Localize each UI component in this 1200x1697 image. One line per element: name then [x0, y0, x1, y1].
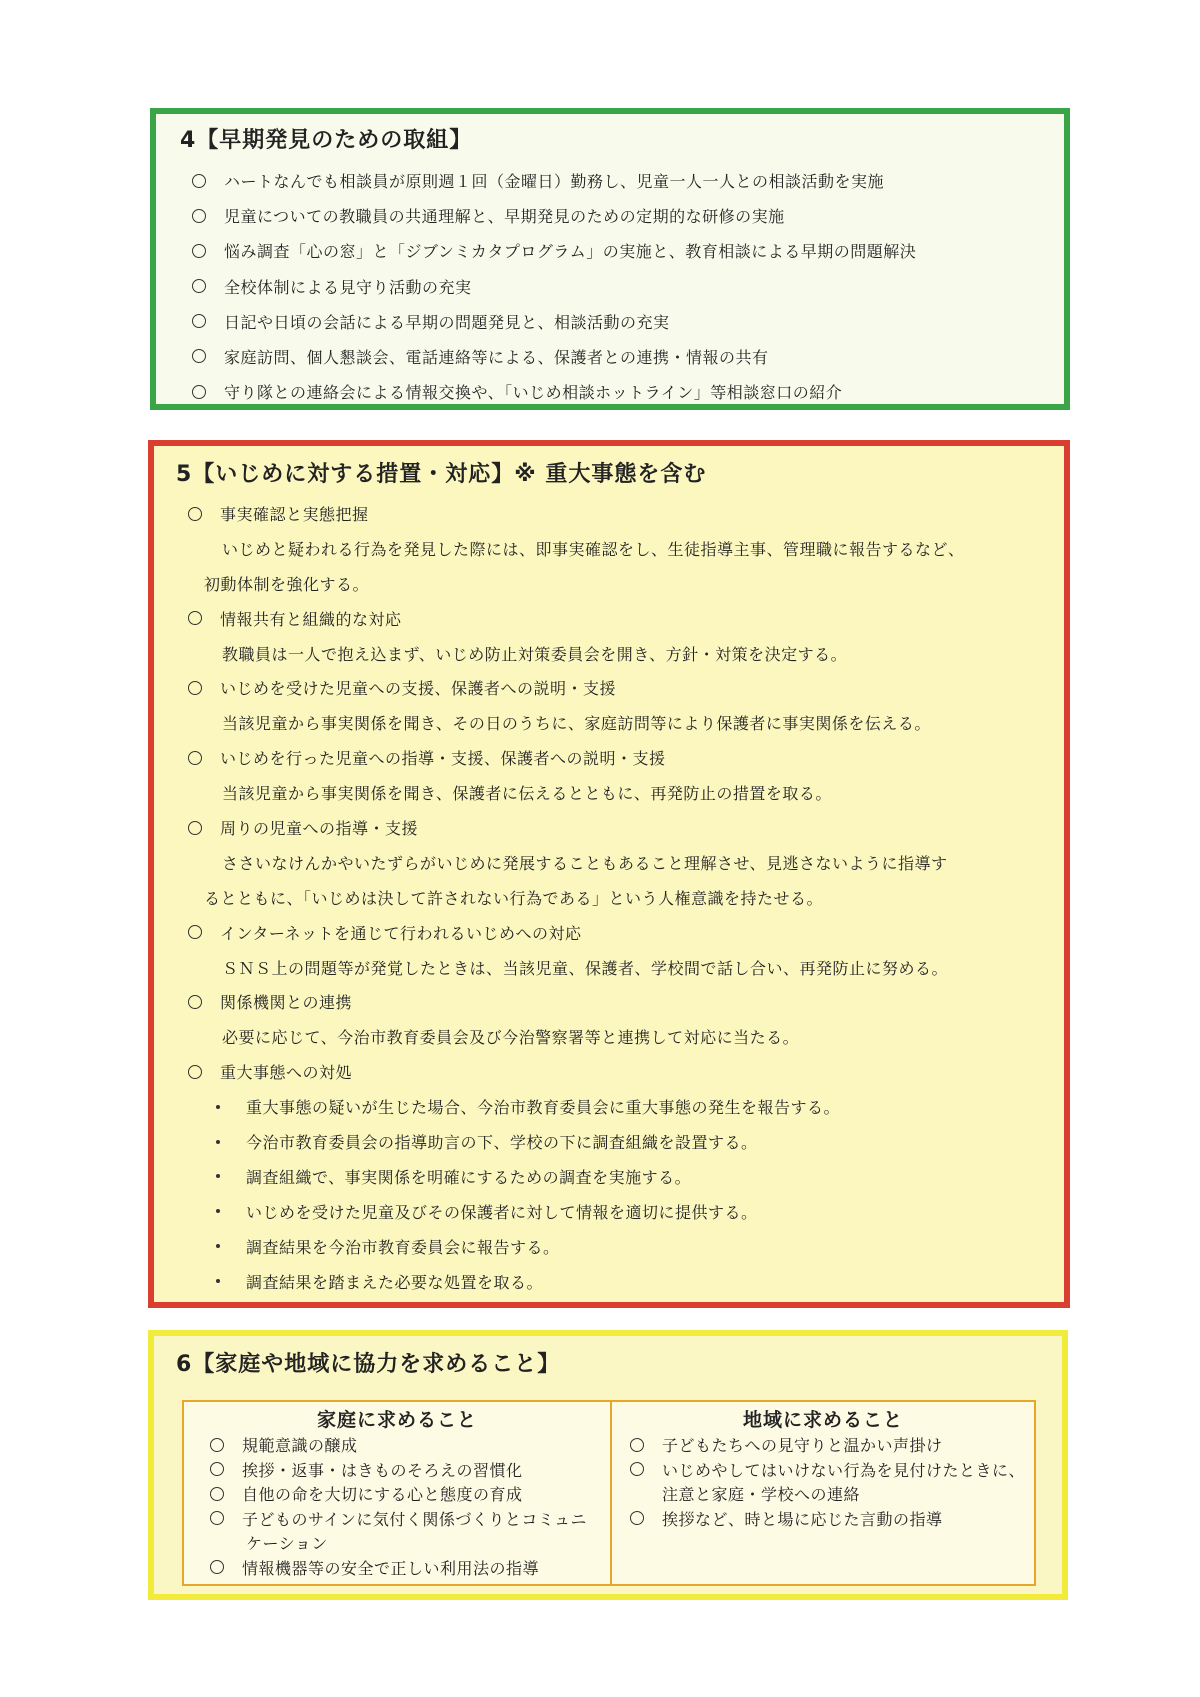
column-title: 地域に求めること	[742, 1409, 903, 1431]
list-item: 自他の命を大切にする心と態度の育成	[184, 1483, 610, 1508]
circle-bullet-icon	[630, 1511, 644, 1525]
block-text: ＳＮＳ上の問題等が発覚したときは、当該児童、保護者、学校間で話し合い、再発防止に努める。	[222, 958, 949, 978]
circle-bullet-icon	[192, 244, 206, 258]
circle-bullet-icon	[192, 314, 206, 328]
circle-bullet-icon	[192, 209, 206, 223]
bullet-item: 調査結果を今治市教育委員会に報告する。	[176, 1231, 1042, 1266]
circle-bullet-icon	[210, 1511, 224, 1525]
home-column	[184, 1402, 612, 1584]
bullet-item: 重大事態の疑いが生じた場合、今治市教育委員会に重大事態の発生を報告する。	[176, 1091, 1042, 1126]
block-text: いじめと疑われる行為を発見した際には、即事実確認をし、生徒指導主事、管理職に報告するなど、	[222, 539, 965, 559]
circle-bullet-icon	[210, 1438, 224, 1452]
section-title: 4【早期発見のための取組】	[180, 128, 473, 153]
circle-bullet-icon	[192, 349, 206, 363]
circle-bullet-icon	[192, 174, 206, 188]
list-item: 全校体制による見守り活動の充実	[180, 270, 1040, 305]
block-heading: いじめを受けた児童への支援、保護者への説明・支援	[176, 672, 1042, 707]
bullet-item: いじめを受けた児童及びその保護者に対して情報を適切に提供する。	[176, 1196, 1042, 1231]
list-item: 子どもたちへの見守りと温かい声掛け	[612, 1434, 1034, 1459]
block-text: るとともに、「いじめは決して許されない行為である」という人権意識を持たせる。	[204, 888, 824, 908]
dot-bullet-icon	[216, 1174, 220, 1178]
list-item: 情報機器等の安全で正しい利用法の指導	[184, 1557, 610, 1582]
circle-bullet-icon	[188, 611, 202, 625]
list-item: 児童についての教職員の共通理解と、早期発見のための定期的な研修の実施	[180, 199, 1040, 234]
bullet-item: 調査結果を踏まえた必要な処置を取る。	[176, 1266, 1042, 1301]
circle-bullet-icon	[210, 1560, 224, 1574]
block-text: 教職員は一人で抱え込まず、いじめ防止対策委員会を開き、方針・対策を決定する。	[222, 644, 848, 664]
section-cooperation	[148, 1330, 1068, 1600]
block-heading: 事実確認と実態把握	[176, 498, 1042, 533]
list-item: 家庭訪問、個人懇談会、電話連絡等による、保護者との連携・情報の共有	[180, 340, 1040, 375]
cooperation-table	[182, 1400, 1036, 1586]
dot-bullet-icon	[216, 1105, 220, 1109]
block-heading: いじめを行った児童への指導・支援、保護者への説明・支援	[176, 742, 1042, 777]
block-text: 当該児童から事実関係を聞き、その日のうちに、家庭訪問等により保護者に事実関係を伝える。	[222, 714, 931, 734]
block-text: 必要に応じて、今治市教育委員会及び今治警察署等と連携して対応に当たる。	[222, 1028, 800, 1048]
block-heading: 重大事態への対処	[176, 1056, 1042, 1091]
dot-bullet-icon	[216, 1140, 220, 1144]
block-text: 当該児童から事実関係を聞き、保護者に伝えるとともに、再発防止の措置を取る。	[222, 784, 832, 804]
list-item: いじめやしてはいけない行為を見付けたときに、注意と家庭・学校への連絡	[612, 1459, 1034, 1508]
dot-bullet-icon	[216, 1209, 220, 1213]
list-item: 挨拶など、時と場に応じた言動の指導	[612, 1508, 1034, 1533]
list-item: 子どものサインに気付く関係づくりとコミュニケーション	[184, 1508, 610, 1557]
dot-bullet-icon	[216, 1244, 220, 1248]
circle-bullet-icon	[188, 681, 202, 695]
list-item: 挨拶・返事・はきものそろえの習慣化	[184, 1459, 610, 1484]
list-item: ハートなんでも相談員が原則週１回（金曜日）勤務し、児童一人一人との相談活動を実施	[180, 164, 1040, 199]
block-heading: 関係機関との連携	[176, 986, 1042, 1021]
list-item: 規範意識の醸成	[184, 1434, 610, 1459]
section-early-detection	[150, 108, 1070, 410]
circle-bullet-icon	[188, 507, 202, 521]
community-column	[612, 1402, 1034, 1584]
circle-bullet-icon	[210, 1462, 224, 1476]
circle-bullet-icon	[192, 385, 206, 399]
circle-bullet-icon	[188, 995, 202, 1009]
section-title: 6【家庭や地域に協力を求めること】	[176, 1352, 561, 1377]
block-heading: インターネットを通じて行われるいじめへの対応	[176, 917, 1042, 952]
circle-bullet-icon	[188, 821, 202, 835]
block-text: ささいなけんかやいたずらがいじめに発展することもあること理解させ、見逃さないように指導す	[222, 853, 948, 873]
circle-bullet-icon	[630, 1438, 644, 1452]
bullet-item: 調査組織で、事実関係を明確にするための調査を実施する。	[176, 1161, 1042, 1196]
list-item: 悩み調査「心の窓」と「ジブンミカタプログラム」の実施と、教育相談による早期の問題解決	[180, 234, 1040, 269]
section-title: 5【いじめに対する措置・対応】※ 重大事態を含む	[176, 462, 707, 487]
circle-bullet-icon	[192, 279, 206, 293]
bullet-item: 今治市教育委員会の指導助言の下、学校の下に調査組織を設置する。	[176, 1126, 1042, 1161]
block-heading: 周りの児童への指導・支援	[176, 812, 1042, 847]
list-item: 守り隊との連絡会による情報交換や、「いじめ相談ホットライン」等相談窓口の紹介	[180, 375, 1040, 410]
list-item: 日記や日頃の会話による早期の問題発見と、相談活動の充実	[180, 305, 1040, 340]
block-text: 初動体制を強化する。	[204, 574, 370, 594]
circle-bullet-icon	[188, 925, 202, 939]
circle-bullet-icon	[188, 751, 202, 765]
dot-bullet-icon	[216, 1279, 220, 1283]
section-response-measures	[148, 440, 1070, 1308]
circle-bullet-icon	[210, 1487, 224, 1501]
circle-bullet-icon	[630, 1462, 644, 1476]
column-title: 家庭に求めること	[316, 1409, 477, 1431]
circle-bullet-icon	[188, 1065, 202, 1079]
block-heading: 情報共有と組織的な対応	[176, 603, 1042, 638]
